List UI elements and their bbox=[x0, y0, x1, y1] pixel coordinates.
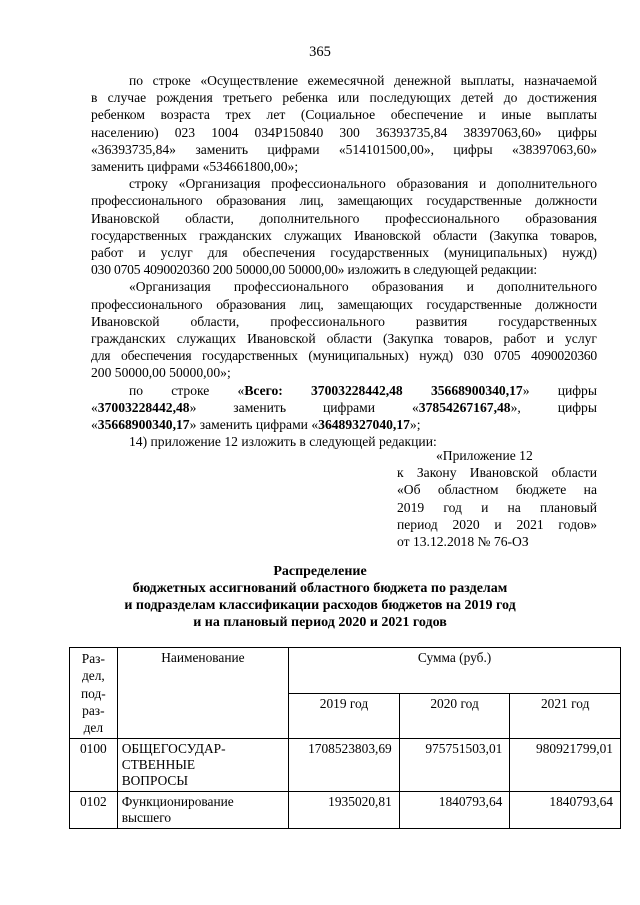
paragraph-line: 200 50000,00 50000,00»; bbox=[91, 365, 231, 381]
paragraph-line: для обеспечения государственных (муниципальных) нужд) 030 0705 4090020360 bbox=[91, 348, 597, 364]
amount-2020: 1840793,64 bbox=[399, 792, 510, 829]
amendment-text bbox=[91, 72, 597, 450]
paragraph-line: «37003228442,48» заменить цифрами «37854267167,48», цифры bbox=[91, 399, 597, 415]
amount-2021: 980921799,01 bbox=[510, 739, 621, 792]
section-header: Раз- дел, под- раз- дел bbox=[70, 648, 118, 739]
paragraph-line: Ивановской области, профессионального развития государственных bbox=[91, 313, 597, 329]
caption-line: бюджетных ассигнований областного бюджета по разделам bbox=[132, 581, 508, 596]
paragraph-line: по строке «Всего: 37003228442,48 35668900340,17» цифры bbox=[129, 382, 597, 398]
year-2021-header: 2021 год bbox=[510, 693, 621, 739]
paragraph-line: «35668900340,17» заменить цифрами «36489327040,17»; bbox=[91, 417, 421, 433]
table-row bbox=[70, 792, 621, 829]
appendix-line: период 2020 и 2021 годов» bbox=[397, 516, 597, 532]
paragraph-line: гражданских служащих Ивановской области (Закупка товаров, работ и услуг bbox=[91, 331, 597, 347]
budget-table bbox=[69, 647, 621, 829]
year-2019-header: 2019 год bbox=[289, 693, 400, 739]
paragraph-line: в случае рождения третьего ребенка или последующих детей до достижения bbox=[91, 90, 597, 106]
appendix-line: к Закону Ивановской области bbox=[397, 465, 597, 481]
page-number: 365 bbox=[309, 44, 331, 60]
paragraph-line: заменить цифрами «534661800,00»; bbox=[91, 159, 299, 175]
appendix-line: «Приложение 12 bbox=[436, 448, 533, 463]
amount-2019: 1708523803,69 bbox=[289, 739, 400, 792]
caption-line: и подразделам классификации расходов бюджетов на 2019 год bbox=[124, 598, 516, 613]
table-row bbox=[70, 739, 621, 792]
paragraph-line: строку «Организация профессионального образования и дополнительного bbox=[129, 176, 597, 192]
year-2020-header: 2020 год bbox=[399, 693, 510, 739]
appendix-line: от 13.12.2018 № 76-ОЗ bbox=[397, 534, 529, 550]
paragraph-line: «Организация профессионального образования и дополнительного bbox=[129, 279, 597, 295]
section-code: 0100 bbox=[70, 739, 118, 792]
paragraph-line: профессионального образования лиц, замещающих государственные должности bbox=[91, 193, 597, 209]
section-code: 0102 bbox=[70, 792, 118, 829]
paragraph-line: 030 0705 4090020360 200 50000,00 50000,00» изложить в следующей редакции: bbox=[91, 262, 537, 278]
amount-2019: 1935020,81 bbox=[289, 792, 400, 829]
table-header-row bbox=[70, 648, 621, 694]
paragraph-line: работ и услуг для обеспечения государственных (муниципальных) нужд) bbox=[91, 245, 597, 261]
paragraph-line: Ивановской области, дополнительного профессионального образования bbox=[91, 210, 597, 226]
name-header: Наименование bbox=[117, 648, 288, 739]
sum-header: Сумма (руб.) bbox=[289, 648, 621, 694]
section-name: Функционирование высшего bbox=[117, 792, 288, 829]
paragraph-line: «36393735,84» заменить цифрами «514101500,00», цифры «38397063,60» bbox=[91, 141, 597, 157]
amount-2021: 1840793,64 bbox=[510, 792, 621, 829]
section-name: ОБЩЕГОСУДАР- СТВЕННЫЕ ВОПРОСЫ bbox=[117, 739, 288, 792]
caption-line: Распределение bbox=[273, 564, 367, 579]
paragraph-line: государственных гражданских служащих Ивановской области (Закупка товаров, bbox=[91, 227, 597, 243]
table-caption bbox=[0, 563, 640, 631]
caption-line: и на плановый период 2020 и 2021 годов bbox=[193, 615, 447, 630]
paragraph-line: населению) 023 1004 034P150840 300 36393735,84 38397063,60» цифры bbox=[91, 124, 597, 140]
paragraph-line: по строке «Осуществление ежемесячной денежной выплаты, назначаемой bbox=[129, 73, 597, 88]
appendix-line: «Об областном бюджете на bbox=[397, 482, 597, 498]
total-row-text: Всего: 37003228442,48 35668900340,17 bbox=[244, 382, 523, 398]
paragraph-line: ребенком возраста трех лет (Социальное обеспечение и иные выплаты bbox=[91, 107, 597, 123]
appendix-reference bbox=[397, 447, 597, 550]
appendix-line: 2019 год и на плановый bbox=[397, 499, 597, 515]
paragraph-line: 14) приложение 12 изложить в следующей редакции: bbox=[129, 434, 437, 450]
paragraph-line: профессионального образования лиц, замещающих государственные должности bbox=[91, 296, 597, 312]
amount-2020: 975751503,01 bbox=[399, 739, 510, 792]
